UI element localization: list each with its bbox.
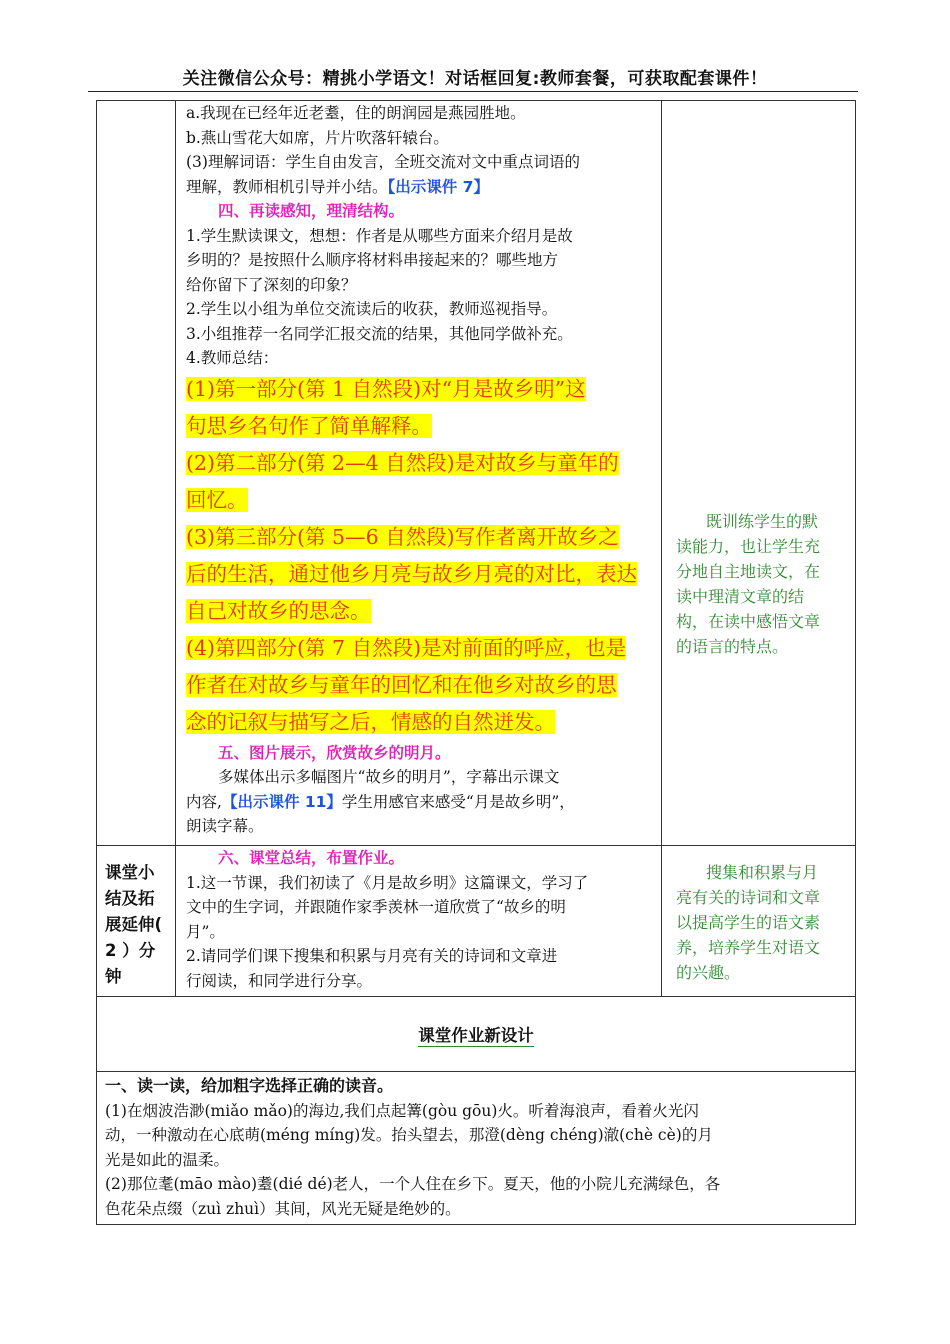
point1-line1: 1.学生默读课文，想想：作者是从哪些方面来介绍月是故 [186,226,573,245]
summary-intent-note: 搜集和积累与月 亮有关的诗词和文章 以提高学生的语文素 养，培养学生对语文 的兴趣。 [676,863,821,982]
lesson-plan-table [96,100,856,1225]
summary-content-cell [176,846,662,997]
point1-line3: 给你留下了深刻的印象？ [186,275,357,294]
summary1-line2: 句思乡名句作了简单解释。 [186,413,432,438]
summary2-line1: (2)第二部分(第 2—4 自然段)是对故乡与童年的 [186,450,619,475]
table-row-summary [97,846,856,997]
homework-line-2: 动，一种激动在心底萌(méng míng)发。抬头望去，那澄(dèng chéng)澈(chè cè)的月 [105,1126,713,1144]
courseware-7-tag: 【出示课件 7】 [387,177,489,196]
step3-line2: 理解，教师相机引导并小结。【出示课件 7】 [186,177,489,196]
point4: 4.教师总结： [186,349,279,367]
summary-point1-line3: 月”。 [186,922,225,941]
summary4-line2: 作者在对故乡与童年的回忆和在他乡对故乡的思 [186,672,617,697]
heading-four: 四、再读感知，理清结构。 [218,202,405,220]
point2: 2.学生以小组为单位交流读后的收获，教师巡视指导。 [186,300,558,318]
table-row-homework-title [97,997,856,1072]
example-b: b.燕山雪花大如席，片片吹落轩辕台。 [186,128,449,147]
table-row-process [97,101,856,846]
summary3-line1: (3)第三部分(第 5—6 自然段)写作者离开故乡之 [186,524,619,549]
summary-label: 课堂小 结及拓 展延伸( 2 ）分 钟 [105,863,163,986]
homework-cell [97,1072,856,1225]
header-rule [88,91,858,92]
heading-five: 五、图片展示，欣赏故乡的明月。 [218,743,451,762]
point5-line3: 朗读字幕。 [186,817,264,835]
homework-line-1: (1)在烟波浩渺(miǎo mǎo)的海边,我们点起篝(gòu gōu)火。听着海浪声，看着火光闪 [105,1101,699,1120]
example-a: a.我现在已经年近老耋，住的朗润园是燕园胜地。 [186,104,526,122]
summary3-line2: 后的生活，通过他乡月亮与故乡月亮的对比，表达 [186,561,637,586]
summary2-line2: 回忆。 [186,487,248,512]
design-intent-note: 既训练学生的默 读能力，也让学生充 分地自主地读文，在 读中理清文章的结 构，在读中感悟文章 的语言的特点。 [676,512,821,656]
process-cell [176,101,662,846]
summary4-line3: 念的记叙与描写之后，情感的自然迸发。 [186,709,555,734]
summary-point2-line2: 行阅读，和同学进行分享。 [186,971,373,990]
summary3-line3: 自己对故乡的思念。 [186,598,371,623]
step3-line1: (3)理解词语：学生自由发言，全班交流对文中重点词语的 [186,153,580,171]
point3: 3.小组推荐一名同学汇报交流的结果，其他同学做补充。 [186,324,573,343]
summary-intent-cell [662,846,856,997]
summary1-line1: (1)第一部分(第 1 自然段)对“月是故乡明”这 [186,376,586,401]
summary-point1-line2: 文中的生字词，并跟随作家季羡林一道欣赏了“故乡的明 [186,898,566,916]
summary-point1-line1: 1.这一节课，我们初读了《月是故乡明》这篇课文，学习了 [186,873,589,892]
homework-question-1: 一、读一读，给加粗字选择正确的读音。 [105,1076,394,1095]
heading-six: 六、课堂总结，布置作业。 [218,849,405,867]
homework-title-cell [97,997,856,1072]
summary4-line1: (4)第四部分(第 7 自然段)是对前面的呼应，也是 [186,635,627,660]
homework-title: 课堂作业新设计 [418,1026,534,1045]
label-cell-empty [97,101,176,846]
point1-line2: 乡明的？是按照什么顺序将材料串接起来的？哪些地方 [186,251,559,269]
summary-label-cell [97,846,176,997]
homework-line-4: (2)那位耄(māo mào)耋(dié dé)老人，一个人住在乡下。夏天，他的小院儿充满绿色，各 [105,1175,721,1193]
summary-point2-line1: 2.请同学们课下搜集和积累与月亮有关的诗词和文章进 [186,947,558,965]
page-header: 关注微信公众号：精挑小学语文！对话框回复:教师套餐，可获取配套课件！ [182,69,768,89]
homework-line-5: 色花朵点缀（zuì zhuì）其间，风光无疑是绝妙的。 [105,1199,461,1218]
courseware-11-tag: 【出示课件 11】 [221,792,342,811]
table-row-homework [97,1072,856,1225]
point5-line1: 多媒体出示多幅图片“故乡的明月”，字幕出示课文 [218,768,560,786]
point5-line2: 内容,【出示课件 11】学生用感官来感受“月是故乡明”， [186,792,575,811]
homework-line-3: 光是如此的温柔。 [105,1150,230,1169]
design-intent-cell [662,101,856,846]
